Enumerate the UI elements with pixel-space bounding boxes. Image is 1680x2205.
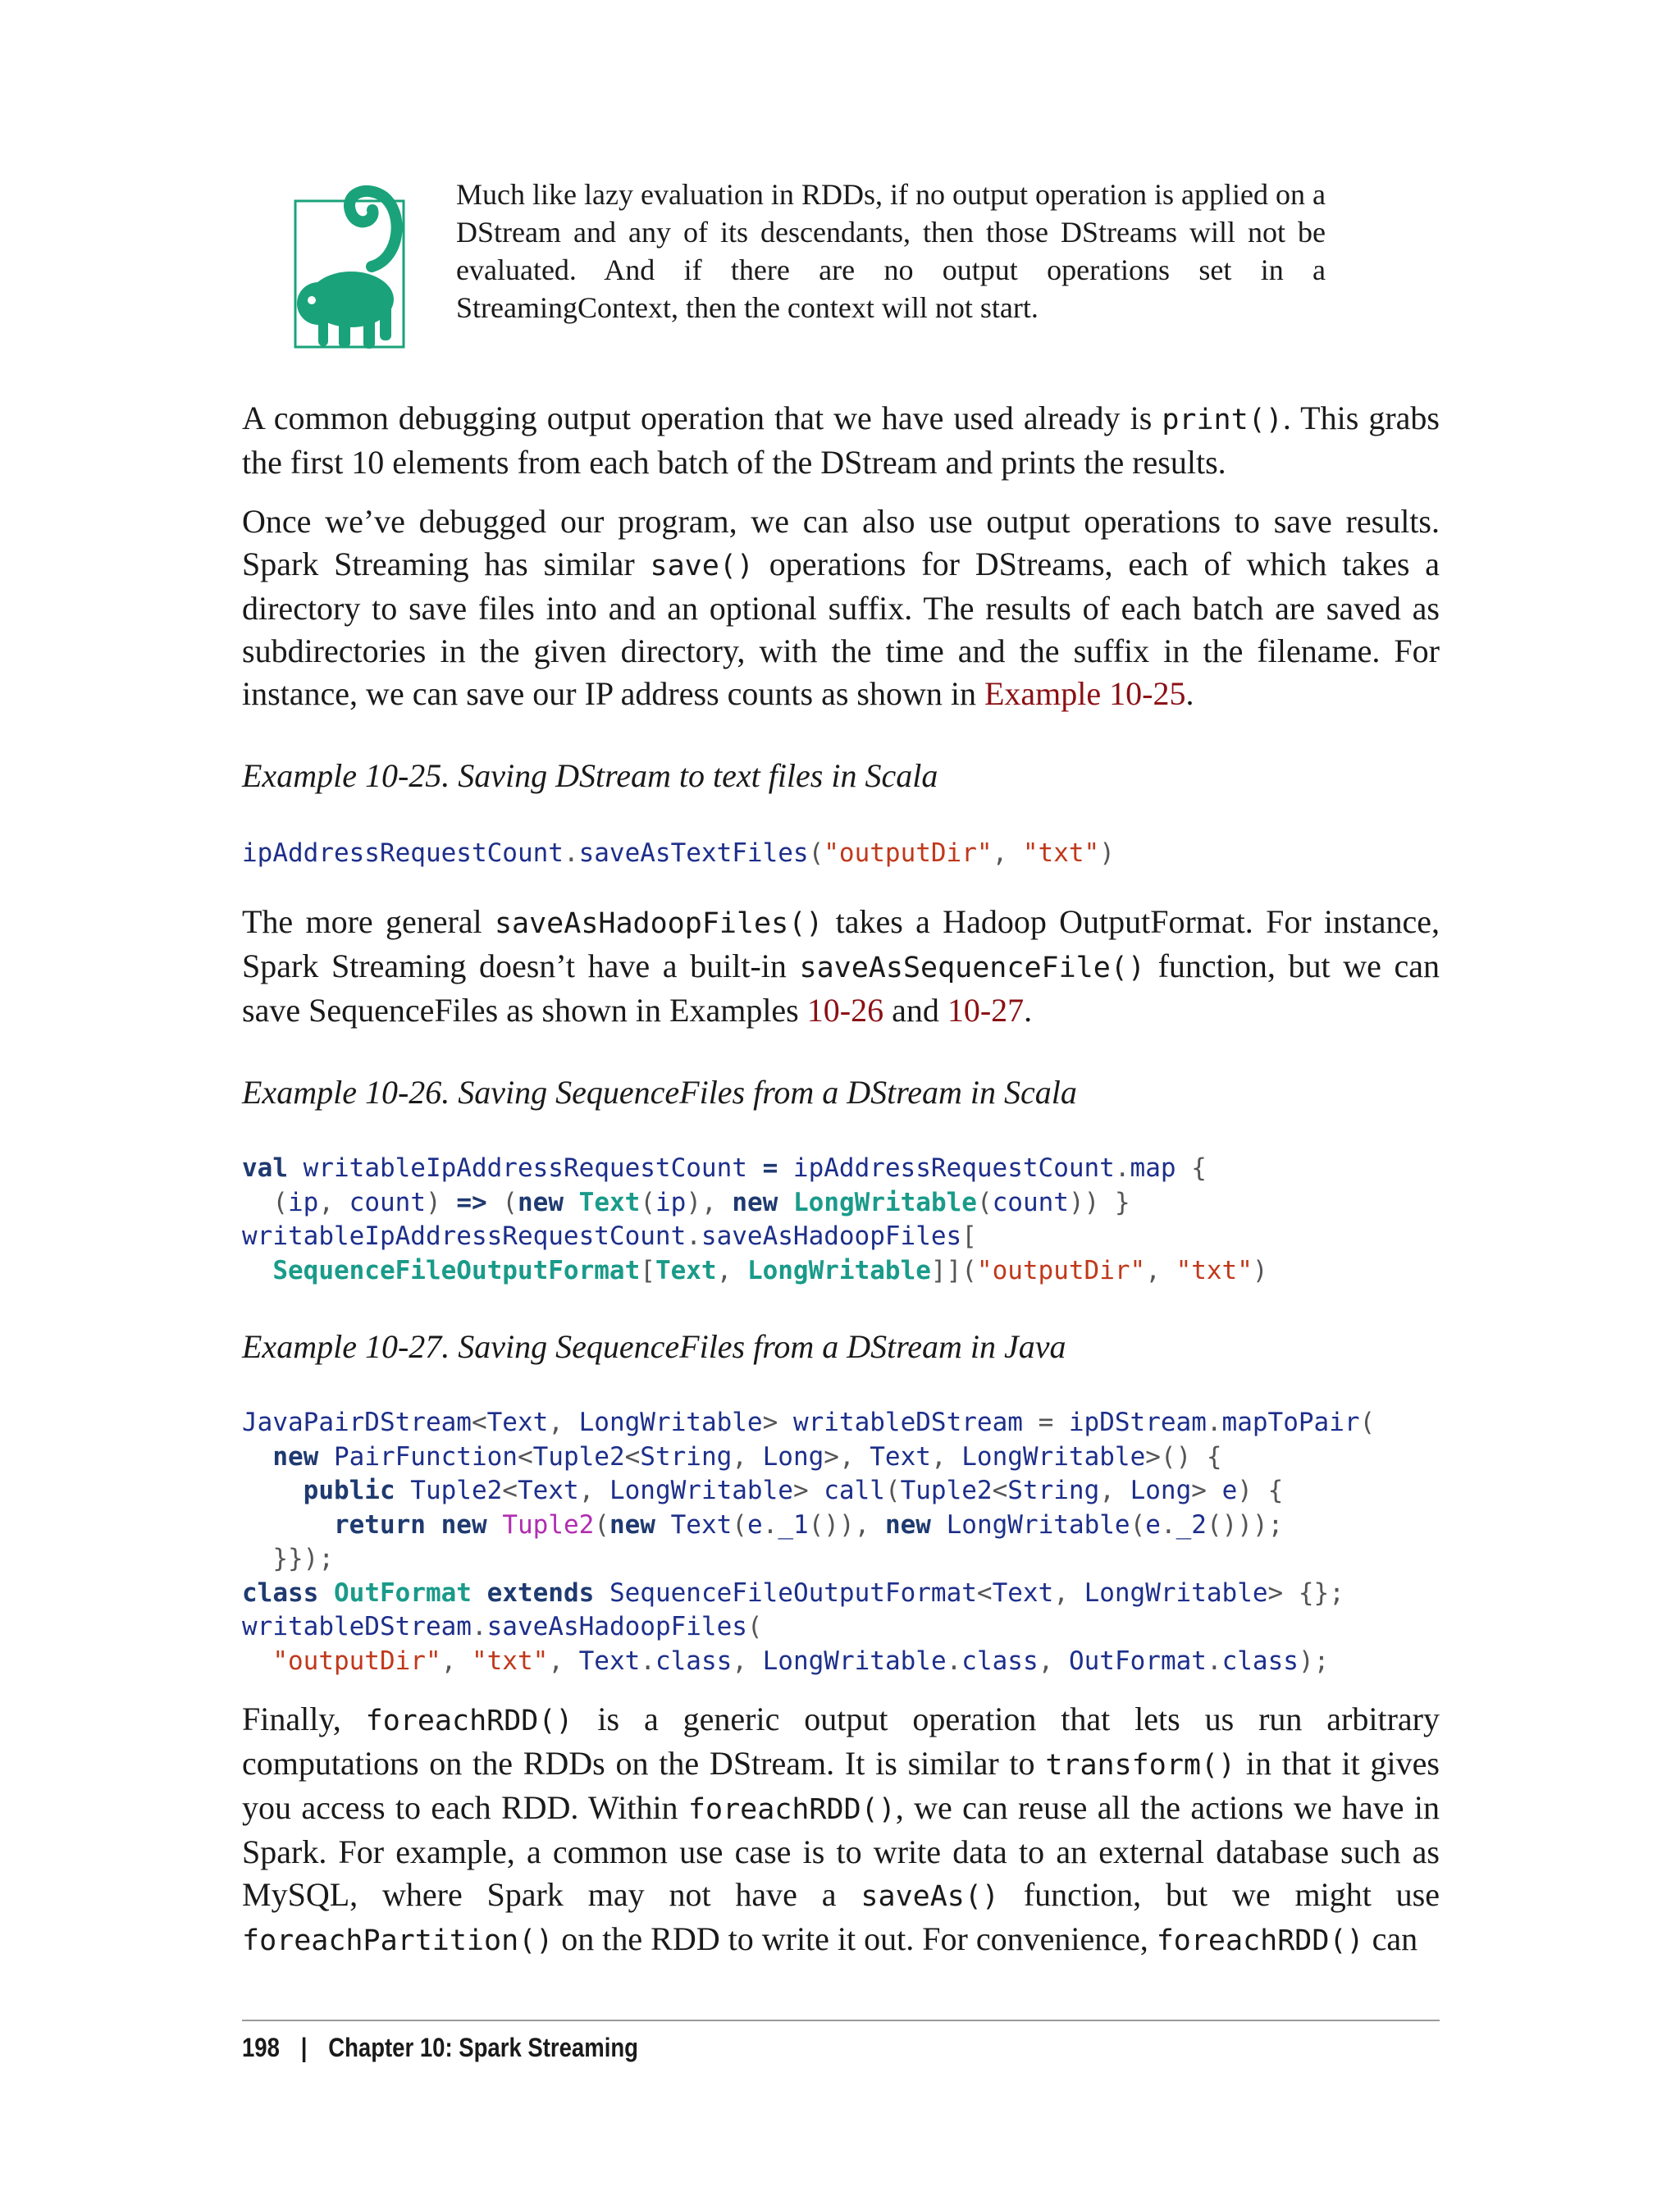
inline-code: save() bbox=[650, 550, 754, 582]
code-line: val writableIpAddressRequestCount = ipAddressRequestCount.map { bbox=[242, 1153, 1207, 1183]
code-line: writableDStream.saveAsHadoopFiles( bbox=[242, 1612, 763, 1641]
code-line: JavaPairDStream<Text, LongWritable> writableDStream = ipDStream.mapToPair( bbox=[242, 1408, 1376, 1437]
text-run: is a generic output operation that lets us run arbitrary computations on the RDDs on the DStream. It is similar to bbox=[242, 1701, 1440, 1782]
note-paragraph: Much like lazy evaluation in RDDs, if no output operation is applied on a DStream and any of its descendants, then those DStreams will not be evaluated. And if there are no output operations set in a StreamingContext, then the context will not start. bbox=[456, 178, 1326, 324]
text-run: . bbox=[1024, 992, 1033, 1029]
text-run: and bbox=[883, 992, 947, 1029]
footer-divider bbox=[242, 2020, 1440, 2021]
code-line: class OutFormat extends SequenceFileOutputFormat<Text, LongWritable> {}; bbox=[242, 1577, 1344, 1608]
example-caption: Example 10-26. Saving SequenceFiles from a DStream in Scala bbox=[242, 1074, 1077, 1111]
text-run: function, but we might use bbox=[999, 1876, 1440, 1913]
footer-separator: | bbox=[300, 2033, 308, 2062]
code-token: "outputDir" bbox=[824, 838, 993, 868]
code-block-java bbox=[242, 1406, 1375, 1678]
code-token: "txt" bbox=[1022, 838, 1100, 868]
text-run: Finally, bbox=[242, 1701, 366, 1737]
inline-code: saveAsHadoopFiles() bbox=[494, 907, 824, 940]
code-line bbox=[242, 837, 1115, 871]
code-line: new PairFunction<Tuple2<String, Long>, Text, LongWritable>() { bbox=[272, 1441, 1222, 1472]
page-number: 198 bbox=[242, 2033, 280, 2062]
text-run: operations for DStreams, each of which takes a directory to save files into and an optional suffix. The results of each batch are saved as subdirectories in the given directory, with the time and the suffix in the filename. For instance, we can save our IP address counts as shown in bbox=[242, 546, 1440, 712]
text-run: A common debugging output operation that we have used already is bbox=[242, 399, 1162, 436]
code-token: ipAddressRequestCount bbox=[242, 838, 564, 868]
example-caption: Example 10-25. Saving DStream to text files in Scala bbox=[242, 757, 938, 794]
code-token: ) bbox=[1099, 838, 1115, 868]
note-text bbox=[456, 176, 1326, 326]
text-run: can bbox=[1363, 1920, 1418, 1957]
code-token: , bbox=[992, 838, 1023, 868]
code-line: return new Tuple2(new Text(e._1()), new LongWritable(e._2())); bbox=[333, 1509, 1284, 1540]
code-token: . bbox=[563, 838, 579, 868]
note-box bbox=[294, 164, 1327, 361]
code-block bbox=[242, 837, 1115, 871]
code-line: SequenceFileOutputFormat[Text, LongWritable]]("outputDir", "txt") bbox=[272, 1255, 1268, 1285]
code-token: saveAsTextFiles bbox=[578, 838, 809, 868]
chapter-title: Chapter 10: Spark Streaming bbox=[328, 2033, 638, 2062]
code-line: "outputDir", "txt", Text.class, LongWritable.class, OutFormat.class); bbox=[272, 1646, 1330, 1676]
text-run: takes a Hadoop OutputFormat. For instance, Spark Streaming doesn’t have a built-in bbox=[242, 903, 1440, 984]
example-link[interactable]: 10-27 bbox=[947, 992, 1025, 1029]
code-block-scala bbox=[242, 1152, 1268, 1288]
paragraph-foreachrdd bbox=[242, 1698, 1440, 1962]
inline-code: foreachRDD() bbox=[365, 1705, 573, 1737]
inline-code: saveAs() bbox=[861, 1880, 999, 1913]
inline-code: foreachPartition() bbox=[242, 1924, 554, 1957]
text-run: function, but we can save SequenceFiles as shown in Examples bbox=[242, 947, 1440, 1029]
inline-code: foreachRDD() bbox=[1156, 1924, 1364, 1957]
ring-tailed-lemur-icon bbox=[294, 180, 409, 353]
text-run: . This grabs the first 10 elements from each batch of the DStream and prints the results. bbox=[242, 399, 1440, 481]
code-line: writableIpAddressRequestCount.saveAsHadoopFiles[ bbox=[242, 1221, 977, 1251]
inline-code: saveAsSequenceFile() bbox=[799, 952, 1145, 984]
paragraph-print bbox=[242, 397, 1440, 484]
text-run: Once we’ve debugged our program, we can also use output operations to save results. Spark Streaming has similar bbox=[242, 503, 1440, 582]
code-line: public Tuple2<Text, LongWritable> call(Tuple2<String, Long> e) { bbox=[303, 1476, 1284, 1505]
inline-code: foreachRDD() bbox=[687, 1793, 896, 1826]
text-run: , we can reuse all the actions we have in Spark. For example, a common use case is to write data to an external database such as MySQL, where Spark may not have a bbox=[242, 1789, 1440, 1913]
code-token: ( bbox=[808, 838, 824, 868]
code-line: }}); bbox=[272, 1544, 334, 1573]
inline-code: print() bbox=[1162, 404, 1283, 436]
page-footer bbox=[242, 2033, 638, 2063]
text-run: on the RDD to write it out. For convenience, bbox=[553, 1920, 1157, 1957]
example-link[interactable]: Example 10-25 bbox=[984, 675, 1186, 712]
text-run: . bbox=[1185, 675, 1194, 712]
paragraph-save bbox=[242, 500, 1440, 715]
text-run: The more general bbox=[242, 903, 495, 940]
example-caption: Example 10-27. Saving SequenceFiles from a DStream in Java bbox=[242, 1328, 1066, 1365]
text-run: in that it gives you access to each RDD. Within bbox=[242, 1745, 1440, 1826]
paragraph-hadoop bbox=[242, 901, 1440, 1032]
inline-code: transform() bbox=[1045, 1749, 1236, 1782]
example-link[interactable]: 10-26 bbox=[806, 992, 884, 1029]
code-line: (ip, count) => (new Text(ip), new LongWritable(count)) } bbox=[272, 1187, 1130, 1217]
